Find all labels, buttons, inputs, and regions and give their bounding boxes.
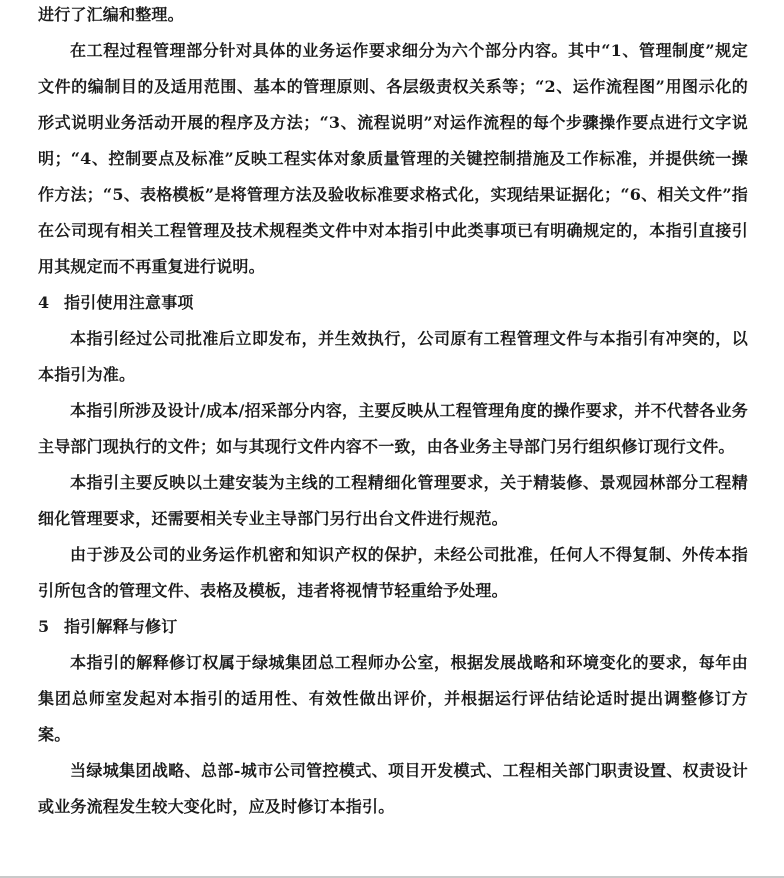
paragraph-civil-installation: 本指引主要反映以土建安装为主线的工程精细化管理要求，关于精装修、景观园林部分工程精细化管理要求，还需要相关专业主导部门另行出台文件进行规范。 [38,473,748,528]
paragraph-scope-design-cost: 本指引所涉及设计/成本/招采部分内容，主要反映从工程管理角度的操作要求，并不代替各业务主导部门现执行的文件；如与其现行文件内容不一致，由各业务主导部门另行组织修订现行文件。 [38,401,748,456]
section-number-4: 4 [38,293,50,312]
section-title-5: 指引解释与修订 [64,617,178,636]
section-number-5: 5 [38,617,50,636]
paragraph-continuation: 进行了汇编和整理。 [38,5,184,24]
paragraph-revision-trigger: 当绿城集团战略、总部-城市公司管控模式、项目开发模式、工程相关部门职责设置、权责设计或业务流程发生较大变化时，应及时修订本指引。 [38,761,748,816]
paragraph-approval: 本指引经过公司批准后立即发布，并生效执行，公司原有工程管理文件与本指引有冲突的，以本指引为准。 [38,329,748,384]
section-title-4: 指引使用注意事项 [64,293,194,312]
paragraph-confidentiality: 由于涉及公司的业务运作机密和知识产权的保护，未经公司批准，任何人不得复制、外传本指引所包含的管理文件、表格及模板，违者将视情节轻重给予处理。 [38,545,748,600]
section-heading-5 [38,609,748,645]
paragraph-process-management: 在工程过程管理部分针对具体的业务运作要求细分为六个部分内容。其中“1、管理制度”规定文件的编制目的及适用范围、基本的管理原则、各层级责权关系等；“2、运作流程图”用图示化的形式说明业务活动开展的程序及方法；“3、流程说明”对运作流程的每个步骤操作要点进行文字说明；“4、控制要点及标准”反映工程实体对象质量管理的关键控制措施及工作标准，并提供统一操作方法；“5、表格模板”是将管理方法及验收标准要求格式化，实现结果证据化；“6、相关文件”指在公司现有相关工程管理及技术规程类文件中对本指引中此类事项已有明确规定的，本指引直接引用其规定而不再重复进行说明。 [38,41,748,276]
section-heading-4 [38,285,748,321]
paragraph-interpretation-rights: 本指引的解释修订权属于绿城集团总工程师办公室，根据发展战略和环境变化的要求，每年由集团总师室发起对本指引的适用性、有效性做出评价，并根据运行评估结论适时提出调整修订方案。 [38,653,748,744]
